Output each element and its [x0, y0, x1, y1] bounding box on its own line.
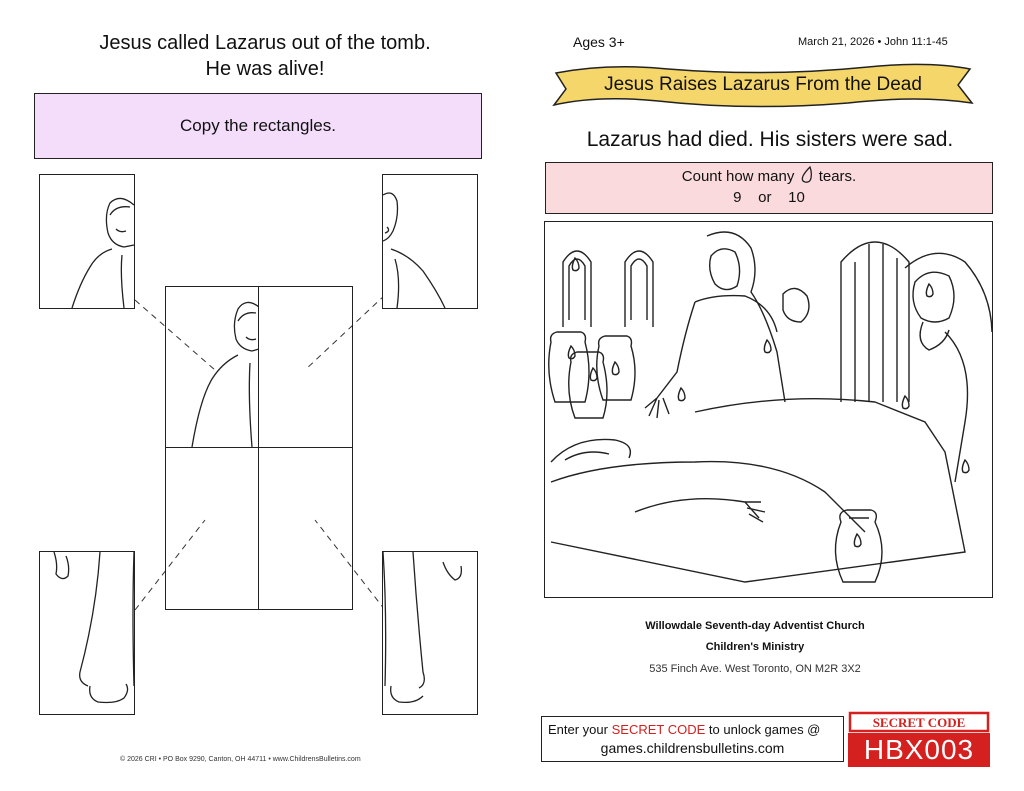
reference-panel-bottom-right: [382, 551, 478, 715]
scene-drawing: [545, 222, 992, 597]
church-address: 535 Finch Ave. West Toronto, ON M2R 3X2: [649, 663, 861, 675]
jesus-head-right-drawing: [383, 175, 477, 308]
answer-option-10[interactable]: 10: [788, 189, 805, 206]
code-highlight: SECRET CODE: [611, 722, 706, 737]
reference-panel-bottom-left: [39, 551, 135, 715]
tear-icon: [799, 166, 815, 184]
reference-panel-top-right: [382, 174, 478, 309]
instruction-text: Copy the rectangles.: [180, 116, 336, 135]
grid-sample-drawing: [166, 287, 259, 447]
story-line: Lazarus had died. His sisters were sad.: [586, 128, 954, 151]
grid-horizontal-divider: [166, 447, 352, 448]
answer-or: or: [758, 189, 772, 206]
jesus-head-left-drawing: [40, 175, 134, 308]
banner-title: Jesus Raises Lazarus From the Dead: [604, 74, 922, 95]
drawing-grid: [165, 286, 353, 610]
heading-line-2: He was alive!: [205, 58, 325, 80]
ministry-name: Children's Ministry: [705, 641, 805, 653]
lazarus-scene-illustration: [544, 221, 993, 598]
date-reference: March 21, 2026 • John 11:1-45: [798, 36, 948, 48]
secret-code-label: SECRET CODE: [872, 715, 966, 730]
reference-panel-top-left: [39, 174, 135, 309]
secret-code-instructions: [541, 716, 844, 762]
jesus-feet-right-drawing: [383, 552, 477, 714]
code-suffix: to unlock games @: [708, 722, 821, 737]
jesus-feet-left-drawing: [40, 552, 134, 714]
title-banner: [548, 55, 978, 115]
count-tears-box: [545, 162, 993, 214]
code-prefix: Enter your: [548, 722, 608, 737]
heading-line-1: Jesus called Lazarus out of the tomb.: [99, 32, 431, 54]
age-label: Ages 3+: [573, 34, 625, 50]
answer-option-9[interactable]: 9: [733, 189, 742, 206]
count-prefix: Count how many: [681, 168, 795, 185]
count-suffix: tears.: [818, 168, 857, 185]
secret-code-value: HBX003: [848, 733, 990, 767]
secret-code-stamp: [848, 711, 990, 733]
church-name: Willowdale Seventh-day Adventist Church: [645, 620, 865, 632]
games-link[interactable]: games.childrensbulletins.com: [600, 740, 785, 756]
left-footer: © 2026 CRI • PO Box 9290, Canton, OH 44711 • www.ChildrensBulletins.com: [120, 756, 361, 763]
